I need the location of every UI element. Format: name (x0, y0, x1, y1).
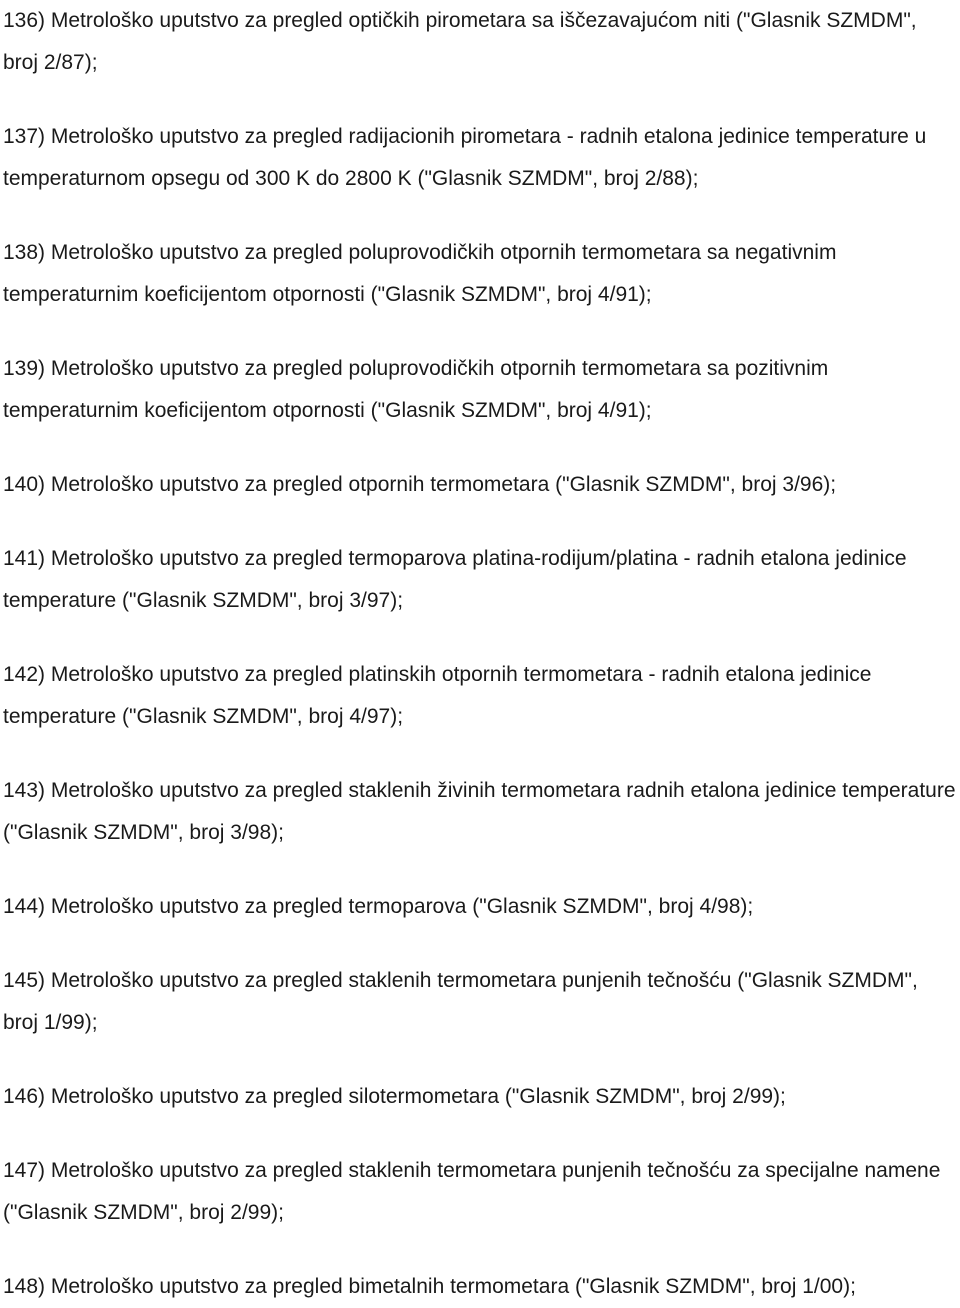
list-item-147: 147) Metrološko uputstvo za pregled staklenih termometara punjenih tečnošću za specijalne namene ("Glasnik SZMDM", broj 2/99); (3, 1159, 941, 1224)
list-item-141: 141) Metrološko uputstvo za pregled termoparova platina-rodijum/platina - radnih etalona jedinice temperature ("Glasnik SZMDM", broj 3/97); (3, 547, 907, 612)
list-item-138: 138) Metrološko uputstvo za pregled poluprovodičkih otpornih termometara sa negativnim temperaturnim koeficijentom otpornosti ("Glasnik SZMDM", broj 4/91); (3, 241, 837, 306)
list-item-136: 136) Metrološko uputstvo za pregled optičkih pirometara sa iščezavajućom niti ("Glasnik SZMDM", broj 2/87); (3, 9, 917, 74)
list-item-146: 146) Metrološko uputstvo za pregled silotermometara ("Glasnik SZMDM", broj 2/99); (3, 1085, 786, 1108)
list-item-137: 137) Metrološko uputstvo za pregled radijacionih pirometara - radnih etalona jedinice temperature u temperaturnom opsegu od 300 K do 2800 K ("Glasnik SZMDM", broj 2/88); (3, 125, 927, 190)
list-item-142: 142) Metrološko uputstvo za pregled platinskih otpornih termometara - radnih etalona jedinice temperature ("Glasnik SZMDM", broj 4/97); (3, 663, 872, 728)
list-item-145: 145) Metrološko uputstvo za pregled staklenih termometara punjenih tečnošću ("Glasnik SZMDM", broj 1/99); (3, 969, 918, 1034)
list-item-139: 139) Metrološko uputstvo za pregled poluprovodičkih otpornih termometara sa pozitivnim temperaturnim koeficijentom otpornosti ("Glasnik SZMDM", broj 4/91); (3, 357, 829, 422)
list-item-143: 143) Metrološko uputstvo za pregled staklenih živinih termometara radnih etalona jedinice temperature ("Glasnik SZMDM", broj 3/98); (3, 779, 956, 844)
list-item-140: 140) Metrološko uputstvo za pregled otpornih termometara ("Glasnik SZMDM", broj 3/96); (3, 473, 837, 496)
document-body (3, 0, 957, 1308)
list-item-148: 148) Metrološko uputstvo za pregled bimetalnih termometara ("Glasnik SZMDM", broj 1/00); (3, 1275, 856, 1298)
list-item-144: 144) Metrološko uputstvo za pregled termoparova ("Glasnik SZMDM", broj 4/98); (3, 895, 754, 918)
